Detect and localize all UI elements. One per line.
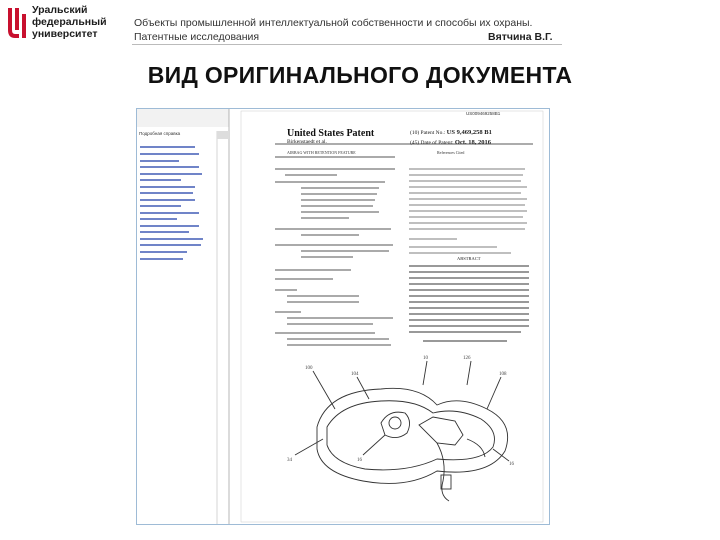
sidebar-title: Подробная справка <box>139 131 181 136</box>
patent-inventor: Birkenstaedt et al. <box>287 139 327 145</box>
document-number: US009469258B1 <box>466 111 501 116</box>
references-heading: References Cited <box>437 150 465 155</box>
patent-date: Oct. 18, 2016 <box>454 139 492 146</box>
header-author: Вятчина В.Г. <box>488 31 553 43</box>
svg-text:126: 126 <box>463 356 471 361</box>
patent-number-row <box>410 129 492 136</box>
logo-line-2: федеральный <box>32 16 107 28</box>
svg-text:34: 34 <box>287 458 292 463</box>
svg-text:10: 10 <box>423 356 428 361</box>
header-divider <box>132 44 562 45</box>
patent-date-label: (45) Date of Patent: <box>410 140 454 146</box>
patent-number: US 9,469,258 B1 <box>446 129 492 136</box>
patent-title: United States Patent <box>287 128 375 139</box>
abstract-heading: ABSTRACT <box>457 256 481 261</box>
invention-title: AIRBAG WITH RETENTION FEATURE <box>287 150 356 155</box>
svg-text:16: 16 <box>509 462 514 467</box>
header-subject: Объекты промышленной интеллектуальной собственности и способы их охраны. <box>134 17 533 29</box>
svg-text:108: 108 <box>499 372 507 377</box>
logo-line-3: университет <box>32 28 98 40</box>
patent-number-label: (10) Patent No.: <box>410 130 446 136</box>
urfu-logo-mark-icon <box>6 6 28 40</box>
patent-page-image <box>137 109 549 524</box>
urfu-logo <box>6 4 116 44</box>
svg-text:16: 16 <box>357 458 362 463</box>
svg-text:100: 100 <box>305 366 313 371</box>
document-screenshot <box>136 108 550 525</box>
logo-wordmark <box>32 4 107 40</box>
slide-title: ВИД ОРИГИНАЛЬНОГО ДОКУМЕНТА <box>147 62 573 88</box>
logo-line-1: Уральский <box>32 4 88 16</box>
patent-date-row <box>410 139 491 146</box>
header-topic: Патентные исследования <box>134 31 260 43</box>
svg-text:104: 104 <box>351 372 359 377</box>
